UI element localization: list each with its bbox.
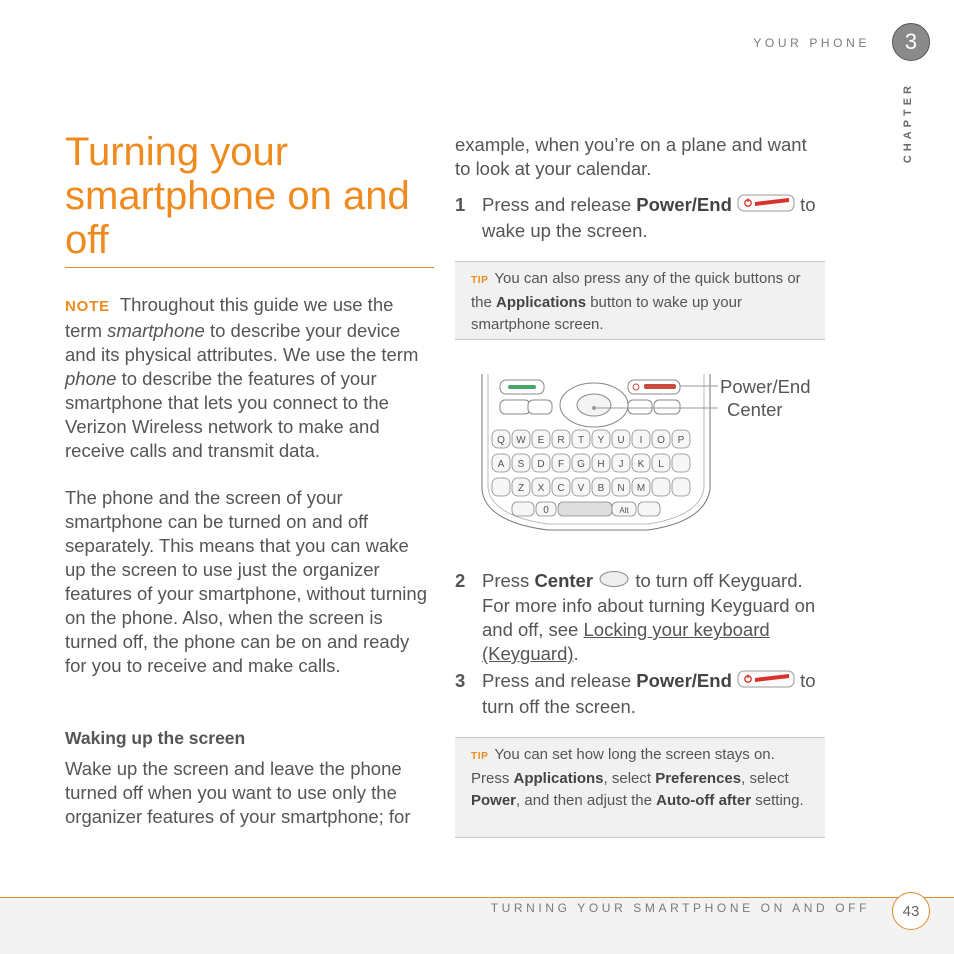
tip-text: You can also press any of the quick buttons or the bbox=[471, 270, 801, 311]
step-key-name: Center bbox=[534, 570, 594, 591]
step-number: 1 bbox=[455, 194, 466, 215]
note-text-1: Throughout this guide we use the term bbox=[65, 294, 394, 341]
tip-text: You can set how long the screen stays on. Press bbox=[471, 746, 775, 787]
key-label: T bbox=[577, 435, 585, 446]
tip-text: , select bbox=[741, 770, 789, 787]
step-text: Press bbox=[482, 570, 535, 591]
tip-bold: Applications bbox=[496, 294, 587, 311]
key-label: I bbox=[639, 435, 643, 446]
key-label: M bbox=[636, 483, 646, 494]
note-text-3: to describe the features of your smartphone that lets you connect to the Verizon Wireless network to make and receive calls and transmit data. bbox=[65, 368, 389, 461]
page-title: Turning your smartphone on and off bbox=[65, 130, 410, 262]
key-label: C bbox=[557, 483, 565, 494]
key-label: R bbox=[557, 435, 565, 446]
step-key-name: Power/End bbox=[636, 194, 732, 215]
key-label: B bbox=[597, 483, 605, 494]
chapter-label: CHAPTER bbox=[902, 82, 914, 164]
tip-text: setting. bbox=[751, 792, 804, 809]
key-label: O bbox=[657, 435, 665, 446]
key-label: H bbox=[597, 459, 605, 470]
power-end-button-icon bbox=[737, 193, 795, 219]
step-number: 3 bbox=[455, 670, 466, 691]
chapter-number-badge: 3 bbox=[892, 23, 930, 61]
tip-text: , and then adjust the bbox=[516, 792, 657, 809]
key-label: K bbox=[637, 459, 645, 470]
key-label: Z bbox=[517, 483, 525, 494]
tip-bold: Auto-off after bbox=[656, 792, 752, 809]
section-intro-col1: Wake up the screen and leave the phone turned off when you want to use only the organizer features of your smartphone; for bbox=[65, 758, 411, 827]
tip-label: TIP bbox=[471, 751, 489, 762]
page-number: 43 bbox=[892, 892, 930, 930]
key-label: G bbox=[577, 459, 585, 470]
key-label: D bbox=[537, 459, 545, 470]
tip-box-1 bbox=[455, 261, 825, 340]
note-label: NOTE bbox=[65, 298, 110, 315]
key-label: W bbox=[516, 435, 526, 446]
key-label: P bbox=[677, 435, 685, 446]
key-label: Y bbox=[597, 435, 605, 446]
zero-key-label: 0 bbox=[543, 505, 549, 516]
step-text: Press and release bbox=[482, 194, 637, 215]
callout-center: Center bbox=[727, 399, 783, 420]
running-header: YOUR PHONE bbox=[753, 36, 870, 50]
step-key-name: Power/End bbox=[636, 670, 732, 691]
key-label: J bbox=[618, 459, 624, 470]
key-label: U bbox=[617, 435, 625, 446]
step-text: to turn off Keyguard. For more info about turning Keyguard on and off, see bbox=[482, 570, 816, 641]
tip-text: , select bbox=[603, 770, 656, 787]
step-text: Press and release bbox=[482, 670, 637, 691]
callout-power-end: Power/End bbox=[720, 376, 811, 397]
tip-box-2 bbox=[455, 737, 825, 838]
step-2 bbox=[455, 569, 830, 666]
tip-bold: Preferences bbox=[655, 770, 742, 787]
step-text: to wake up the screen. bbox=[482, 194, 816, 242]
step-3 bbox=[455, 669, 825, 719]
running-footer: TURNING YOUR SMARTPHONE ON AND OFF bbox=[490, 901, 870, 915]
tip-text: button to wake up your smartphone screen. bbox=[471, 294, 742, 333]
power-end-button-icon bbox=[737, 669, 795, 695]
title-rule bbox=[65, 267, 434, 268]
section-intro-col2: example, when you’re on a plane and want to look at your calendar. bbox=[455, 134, 807, 179]
key-label: E bbox=[537, 435, 545, 446]
key-label: X bbox=[537, 483, 545, 494]
note-term-smartphone: smartphone bbox=[107, 320, 205, 341]
key-label: L bbox=[658, 459, 664, 470]
note-paragraph bbox=[65, 293, 435, 463]
step-number: 2 bbox=[455, 570, 466, 591]
tip-bold: Power bbox=[471, 792, 517, 809]
key-label: A bbox=[497, 459, 505, 470]
body-paragraph: The phone and the screen of your smartphone can be turned on and off separately. This means that you can wake up the screen to use just the organizer features of your smartphone, without turning on the phone. Also, when the screen is turned off, the phone can be on and ready for you to receive and make calls. bbox=[65, 487, 427, 676]
step-text: to turn off the screen. bbox=[482, 670, 816, 718]
key-label: Q bbox=[497, 435, 505, 446]
key-label: S bbox=[517, 459, 525, 470]
keyguard-link[interactable]: Locking your keyboard (Keyguard) bbox=[482, 619, 770, 665]
key-label: V bbox=[577, 483, 585, 494]
center-button-icon bbox=[598, 570, 630, 594]
step-text: . bbox=[573, 643, 579, 665]
note-term-phone: phone bbox=[65, 368, 117, 389]
section-heading: Waking up the screen bbox=[65, 728, 246, 748]
tip-label: TIP bbox=[471, 275, 489, 286]
key-label: N bbox=[617, 483, 625, 494]
tip-bold: Applications bbox=[513, 770, 604, 787]
note-text-2: to describe your device and its physical attributes. We use the term bbox=[65, 320, 419, 365]
step-1 bbox=[455, 193, 825, 243]
key-label: F bbox=[557, 459, 565, 470]
alt-key-label: Alt bbox=[619, 506, 629, 515]
